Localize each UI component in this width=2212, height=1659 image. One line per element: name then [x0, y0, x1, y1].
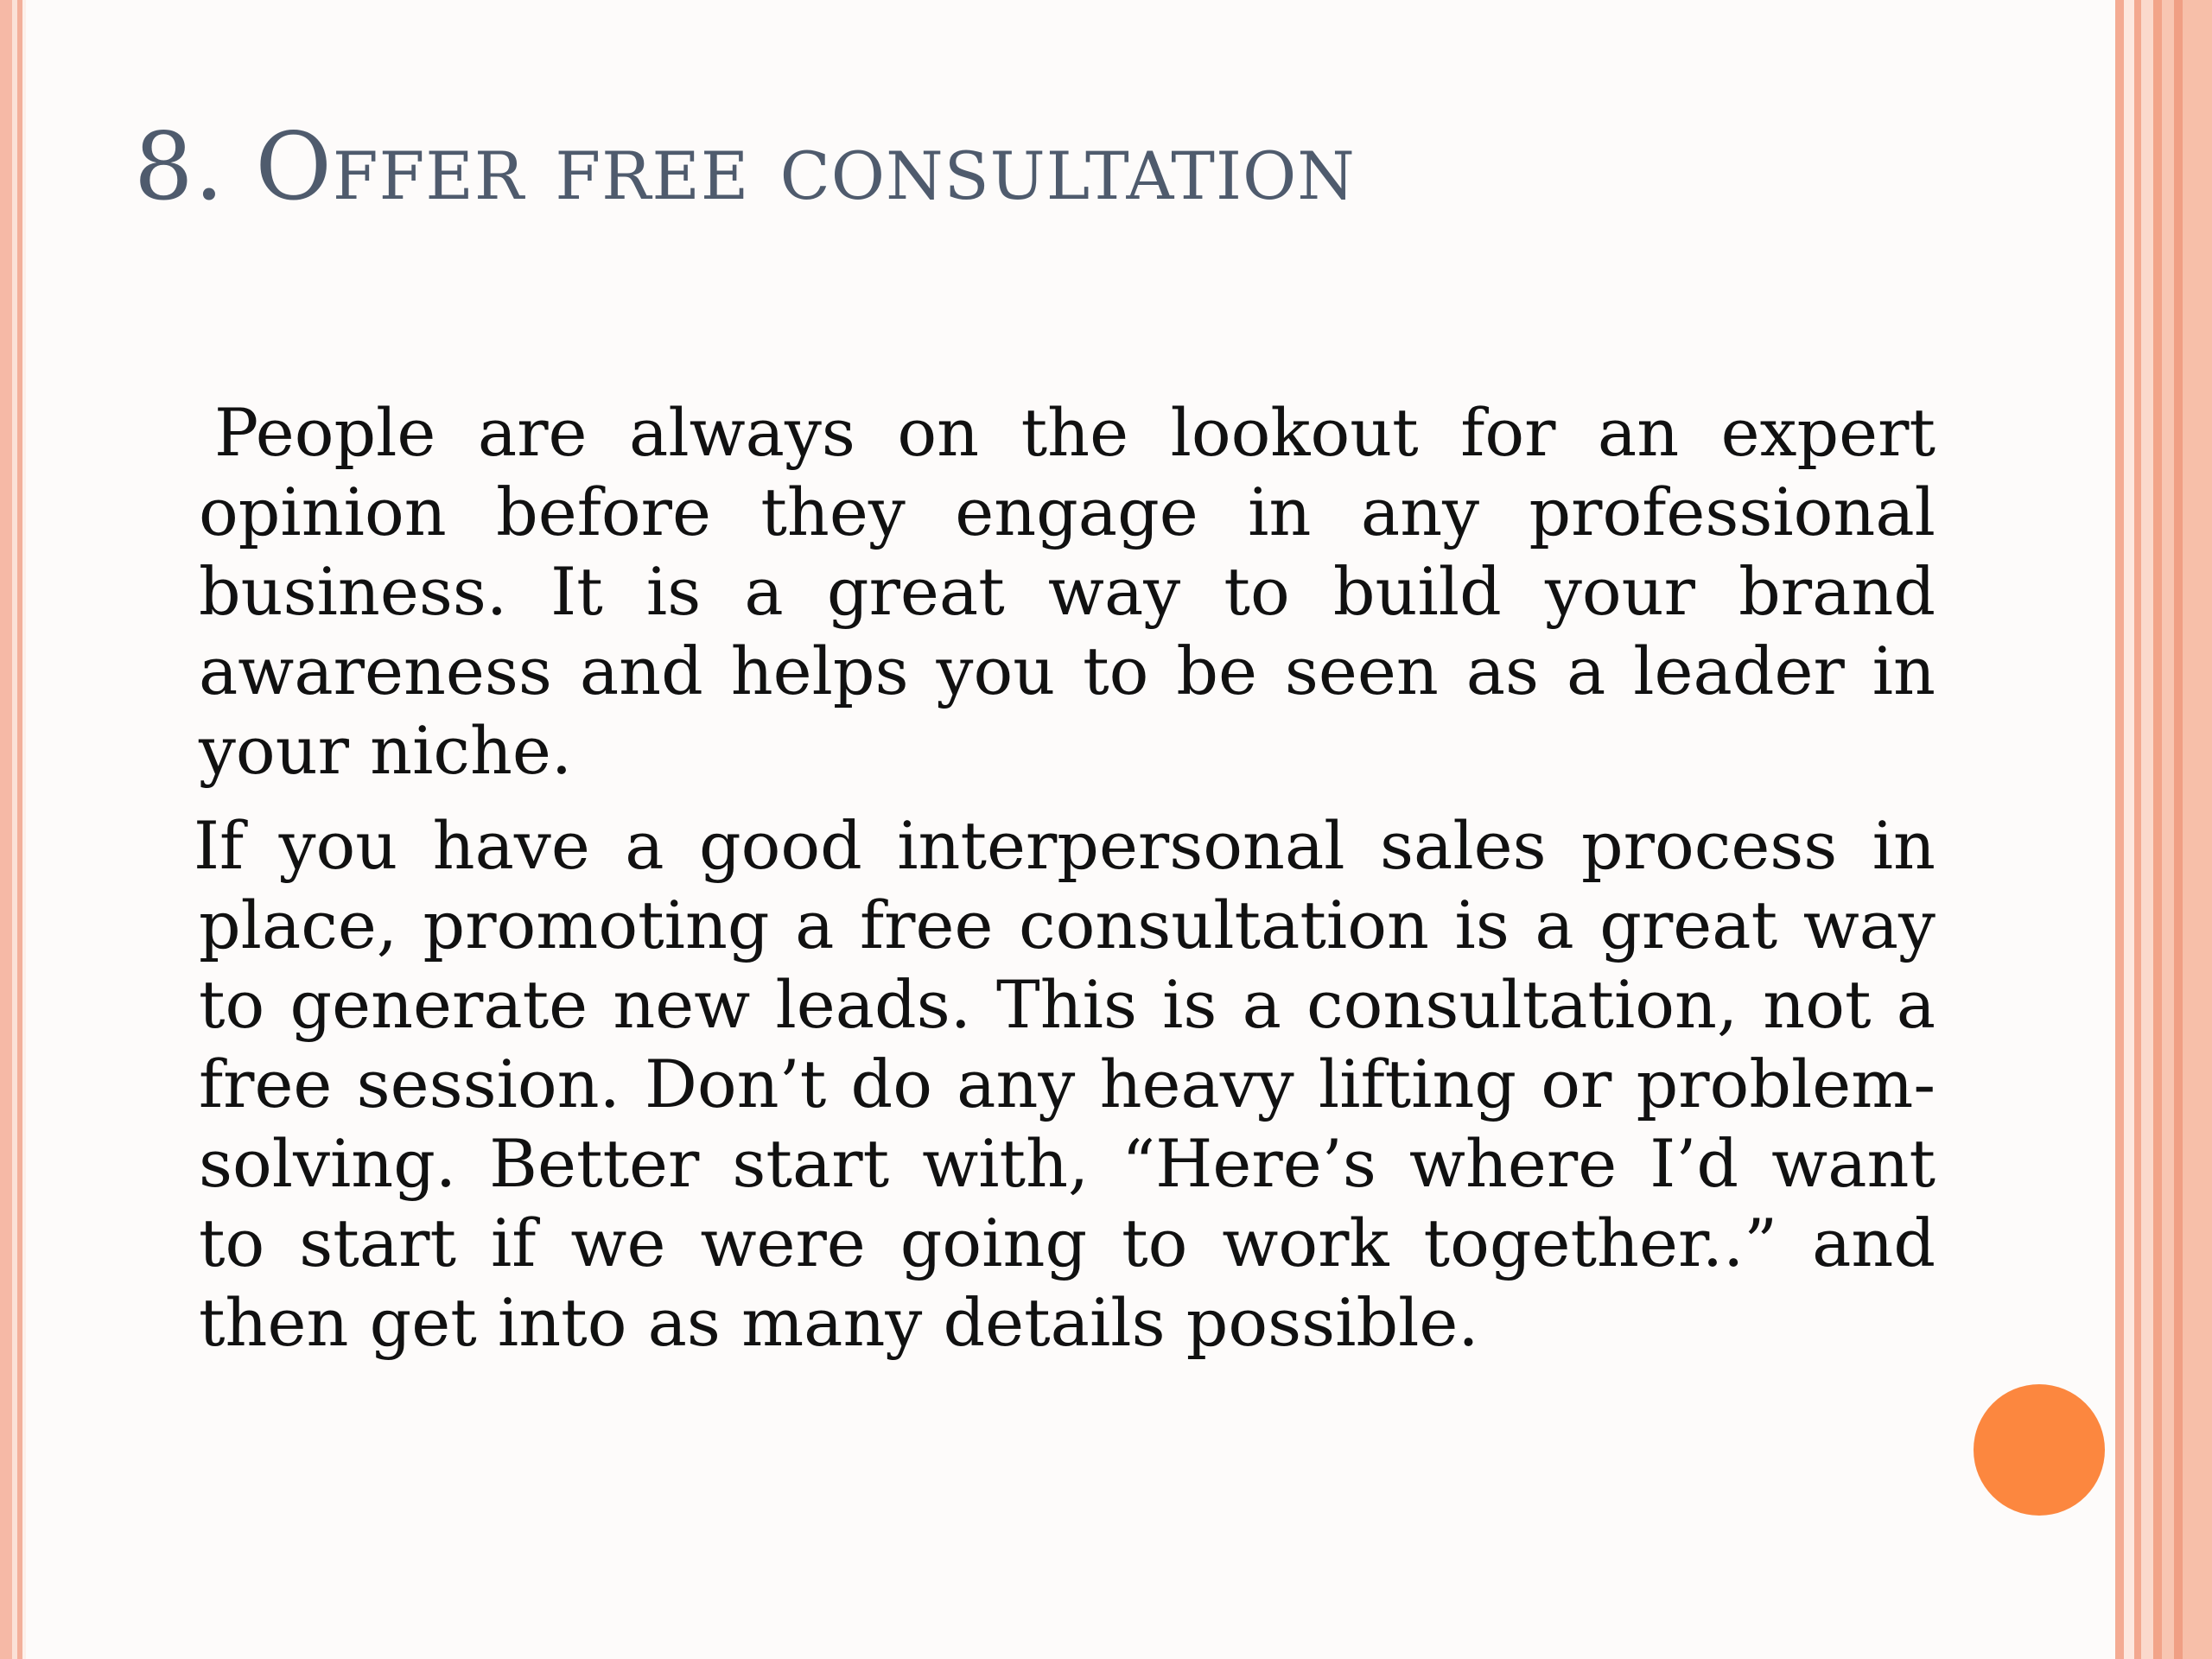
- slide-title: 8. Offer free consultation: [134, 113, 1356, 221]
- right-border-line: [2141, 0, 2153, 1659]
- right-border-line: [2153, 0, 2162, 1659]
- right-border-line: [2115, 0, 2124, 1659]
- right-border-line: [2134, 0, 2141, 1659]
- right-border-line: [2162, 0, 2174, 1659]
- right-border-line: [2124, 0, 2134, 1659]
- right-border-line: [2174, 0, 2183, 1659]
- right-border-line: [2183, 0, 2212, 1659]
- left-border-stripe: [0, 0, 12, 1659]
- orange-circle-decoration: [1974, 1384, 2105, 1516]
- body-paragraph: If you have a good interpersonal sales process in place, promoting a free consultation is a great way to generate new leads. This is a consultation, not a free session. Don’t do any heavy lifting or problem-solving. Better start with, “Here’s where I’d want to start if we were going to work together..” and then get into as many details possible.: [194, 807, 1936, 1361]
- slide-body: [194, 393, 1936, 1363]
- left-border-stripe: [22, 0, 26, 1659]
- body-paragraph: People are always on the lookout for an expert opinion before they engage in any professional business. It is a great way to build your brand awareness and helps you to be seen as a leader in your niche.: [199, 394, 1936, 789]
